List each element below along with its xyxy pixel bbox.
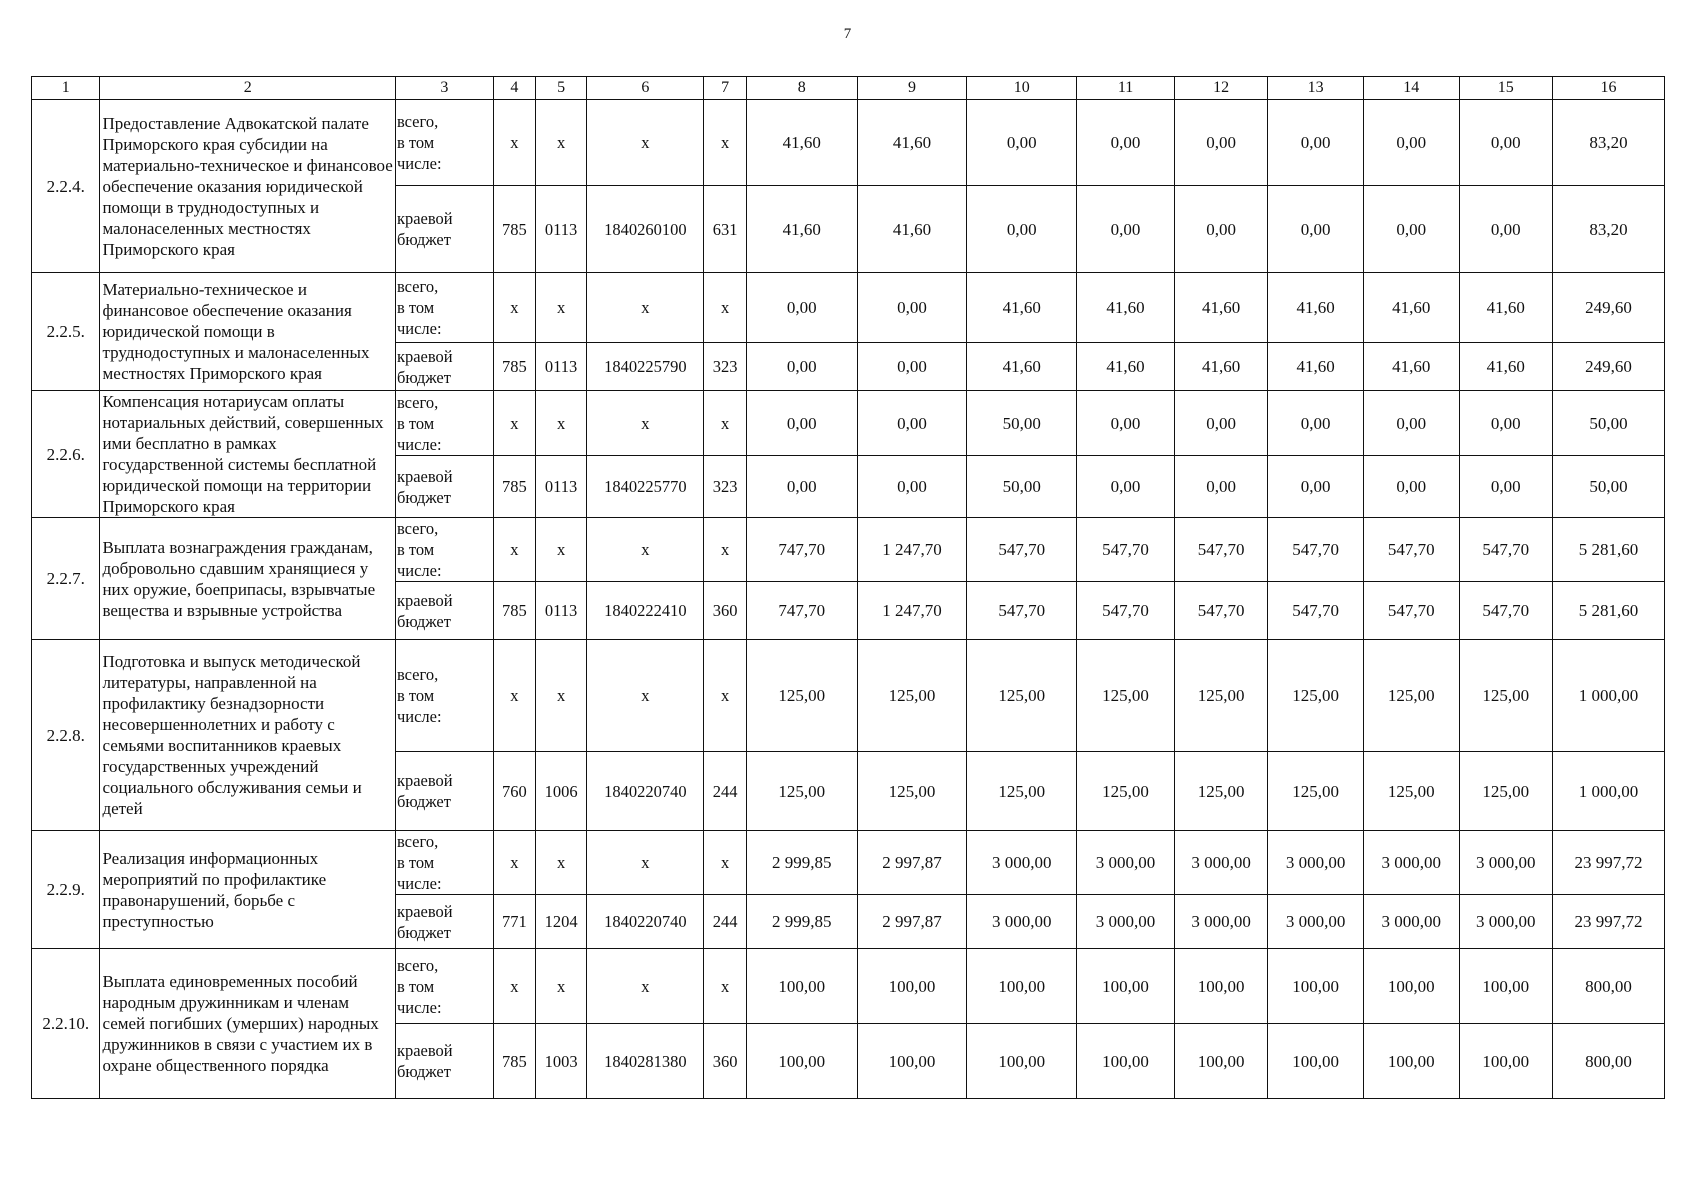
amount-cell: 0,00 <box>746 456 857 518</box>
amount-cell: 547,70 <box>1268 582 1364 640</box>
amount-cell: 0,00 <box>1363 391 1459 456</box>
amount-cell: 0,00 <box>746 273 857 343</box>
amount-cell: 125,00 <box>967 752 1077 831</box>
amount-cell: 800,00 <box>1553 949 1665 1024</box>
code-gрбс: 785 <box>493 343 535 391</box>
column-header: 8 <box>746 77 857 100</box>
code-section: 1006 <box>536 752 587 831</box>
code-gрбс: 785 <box>493 1024 535 1099</box>
amount-cell: 100,00 <box>857 1024 967 1099</box>
column-header: 4 <box>493 77 535 100</box>
amount-cell: 0,00 <box>1459 186 1552 273</box>
item-number: 2.2.10. <box>32 949 100 1099</box>
code-target-item: 1840225790 <box>587 343 704 391</box>
item-number: 2.2.9. <box>32 831 100 949</box>
amount-cell: 100,00 <box>1174 1024 1267 1099</box>
code-expense-type: 323 <box>704 456 746 518</box>
code-expense-type: 323 <box>704 343 746 391</box>
item-number: 2.2.6. <box>32 391 100 518</box>
code-target-item: х <box>587 391 704 456</box>
column-header: 15 <box>1459 77 1552 100</box>
amount-cell: 747,70 <box>746 518 857 582</box>
amount-cell: 0,00 <box>1268 456 1364 518</box>
amount-cell: 0,00 <box>857 456 967 518</box>
amount-cell: 100,00 <box>1363 949 1459 1024</box>
table-row <box>32 100 1665 186</box>
amount-cell: 0,00 <box>1268 186 1364 273</box>
amount-cell: 0,00 <box>857 273 967 343</box>
amount-cell: 125,00 <box>1174 752 1267 831</box>
table-row <box>32 831 1665 895</box>
code-section: 1003 <box>536 1024 587 1099</box>
page-number: 7 <box>843 26 852 42</box>
funding-source: краевой бюджет <box>395 186 493 273</box>
amount-cell: 0,00 <box>1077 391 1175 456</box>
amount-cell: 125,00 <box>857 752 967 831</box>
code-section: х <box>536 831 587 895</box>
column-header: 16 <box>1553 77 1665 100</box>
funding-source: краевой бюджет <box>395 582 493 640</box>
amount-cell: 547,70 <box>1077 582 1175 640</box>
amount-cell: 125,00 <box>967 640 1077 752</box>
amount-cell: 41,60 <box>857 100 967 186</box>
item-name: Выплата единовременных пособий народным дружинникам и членам семей погибших (умерших) народных дружинников в связи с участием их в охране общественного порядка <box>100 949 396 1099</box>
amount-cell: 5 281,60 <box>1553 518 1665 582</box>
code-section: 1204 <box>536 895 587 949</box>
amount-cell: 41,60 <box>746 100 857 186</box>
amount-cell: 0,00 <box>857 391 967 456</box>
table-row <box>32 949 1665 1024</box>
amount-cell: 547,70 <box>967 582 1077 640</box>
amount-cell: 125,00 <box>1268 640 1364 752</box>
code-target-item: х <box>587 273 704 343</box>
amount-cell: 3 000,00 <box>1077 831 1175 895</box>
amount-cell: 100,00 <box>1363 1024 1459 1099</box>
code-gрбс: 785 <box>493 456 535 518</box>
amount-cell: 83,20 <box>1553 100 1665 186</box>
amount-cell: 41,60 <box>1268 273 1364 343</box>
funding-source: всего, в том числе: <box>395 518 493 582</box>
column-header: 5 <box>536 77 587 100</box>
code-target-item: 1840281380 <box>587 1024 704 1099</box>
amount-cell: 23 997,72 <box>1553 831 1665 895</box>
amount-cell: 3 000,00 <box>1174 895 1267 949</box>
amount-cell: 41,60 <box>1363 343 1459 391</box>
amount-cell: 1 000,00 <box>1553 640 1665 752</box>
amount-cell: 100,00 <box>746 1024 857 1099</box>
amount-cell: 0,00 <box>746 343 857 391</box>
header-row <box>32 77 1665 100</box>
funding-source: всего, в том числе: <box>395 100 493 186</box>
code-section: х <box>536 640 587 752</box>
code-expense-type: 244 <box>704 752 746 831</box>
amount-cell: 0,00 <box>1077 100 1175 186</box>
item-number: 2.2.8. <box>32 640 100 831</box>
code-section: 0113 <box>536 582 587 640</box>
amount-cell: 0,00 <box>967 100 1077 186</box>
funding-source: всего, в том числе: <box>395 391 493 456</box>
amount-cell: 125,00 <box>1077 752 1175 831</box>
item-name: Выплата вознаграждения гражданам, добровольно сдавшим хранящиеся у них оружие, боеприпасы, взрывчатые вещества и взрывные устройства <box>100 518 396 640</box>
code-expense-type: 360 <box>704 1024 746 1099</box>
item-name: Компенсация нотариусам оплаты нотариальных действий, совершенных ими бесплатно в рамках государственной системы бесплатной юридической помощи на территории Приморского края <box>100 391 396 518</box>
code-expense-type: х <box>704 518 746 582</box>
column-header: 13 <box>1268 77 1364 100</box>
code-expense-type: 360 <box>704 582 746 640</box>
amount-cell: 100,00 <box>1174 949 1267 1024</box>
code-target-item: 1840225770 <box>587 456 704 518</box>
amount-cell: 0,00 <box>1459 391 1552 456</box>
amount-cell: 0,00 <box>1268 391 1364 456</box>
amount-cell: 3 000,00 <box>1268 895 1364 949</box>
amount-cell: 0,00 <box>1174 186 1267 273</box>
code-section: х <box>536 949 587 1024</box>
amount-cell: 0,00 <box>967 186 1077 273</box>
funding-source: всего, в том числе: <box>395 949 493 1024</box>
funding-source: всего, в том числе: <box>395 831 493 895</box>
amount-cell: 41,60 <box>1174 273 1267 343</box>
amount-cell: 747,70 <box>746 582 857 640</box>
amount-cell: 41,60 <box>857 186 967 273</box>
amount-cell: 100,00 <box>1459 949 1552 1024</box>
amount-cell: 3 000,00 <box>1077 895 1175 949</box>
column-header: 1 <box>32 77 100 100</box>
code-gрбс: х <box>493 518 535 582</box>
code-gрбс: х <box>493 273 535 343</box>
column-header: 12 <box>1174 77 1267 100</box>
code-expense-type: х <box>704 949 746 1024</box>
amount-cell: 547,70 <box>1077 518 1175 582</box>
funding-source: краевой бюджет <box>395 895 493 949</box>
amount-cell: 547,70 <box>1174 518 1267 582</box>
code-expense-type: 631 <box>704 186 746 273</box>
code-section: х <box>536 518 587 582</box>
amount-cell: 0,00 <box>1174 456 1267 518</box>
code-target-item: 1840222410 <box>587 582 704 640</box>
code-target-item: х <box>587 100 704 186</box>
code-target-item: х <box>587 640 704 752</box>
code-target-item: х <box>587 831 704 895</box>
table-row <box>32 273 1665 343</box>
amount-cell: 547,70 <box>1459 582 1552 640</box>
table-row <box>32 391 1665 456</box>
code-gрбс: 785 <box>493 186 535 273</box>
item-name: Предоставление Адвокатской палате Приморского края субсидии на материально-техническое и финансовое обеспечение оказания юридической помощи в труднодоступных и малонаселенных местностях Приморского края <box>100 100 396 273</box>
amount-cell: 125,00 <box>857 640 967 752</box>
table-row <box>32 640 1665 752</box>
amount-cell: 0,00 <box>1459 456 1552 518</box>
amount-cell: 249,60 <box>1553 343 1665 391</box>
code-target-item: х <box>587 949 704 1024</box>
amount-cell: 23 997,72 <box>1553 895 1665 949</box>
amount-cell: 100,00 <box>1459 1024 1552 1099</box>
amount-cell: 50,00 <box>967 391 1077 456</box>
amount-cell: 125,00 <box>1459 752 1552 831</box>
amount-cell: 2 997,87 <box>857 831 967 895</box>
amount-cell: 0,00 <box>1363 456 1459 518</box>
code-gрбс: х <box>493 391 535 456</box>
table-row <box>32 518 1665 582</box>
column-header: 14 <box>1363 77 1459 100</box>
code-gрбс: х <box>493 831 535 895</box>
amount-cell: 3 000,00 <box>967 831 1077 895</box>
code-gрбс: х <box>493 640 535 752</box>
amount-cell: 3 000,00 <box>1459 895 1552 949</box>
code-target-item: 1840220740 <box>587 752 704 831</box>
column-header: 10 <box>967 77 1077 100</box>
amount-cell: 50,00 <box>1553 456 1665 518</box>
item-name: Реализация информационных мероприятий по профилактике правонарушений, борьбе с преступностью <box>100 831 396 949</box>
amount-cell: 100,00 <box>857 949 967 1024</box>
code-gрбс: х <box>493 100 535 186</box>
amount-cell: 3 000,00 <box>1459 831 1552 895</box>
amount-cell: 2 999,85 <box>746 895 857 949</box>
code-expense-type: 244 <box>704 895 746 949</box>
item-number: 2.2.5. <box>32 273 100 391</box>
amount-cell: 41,60 <box>1077 273 1175 343</box>
amount-cell: 0,00 <box>1077 186 1175 273</box>
code-target-item: 1840260100 <box>587 186 704 273</box>
amount-cell: 41,60 <box>1268 343 1364 391</box>
amount-cell: 547,70 <box>1363 518 1459 582</box>
amount-cell: 249,60 <box>1553 273 1665 343</box>
amount-cell: 100,00 <box>1077 949 1175 1024</box>
code-section: 0113 <box>536 186 587 273</box>
amount-cell: 0,00 <box>746 391 857 456</box>
funding-source: всего, в том числе: <box>395 640 493 752</box>
code-expense-type: х <box>704 640 746 752</box>
amount-cell: 125,00 <box>1459 640 1552 752</box>
amount-cell: 125,00 <box>746 752 857 831</box>
column-header: 2 <box>100 77 396 100</box>
amount-cell: 41,60 <box>1363 273 1459 343</box>
amount-cell: 125,00 <box>1268 752 1364 831</box>
amount-cell: 547,70 <box>1268 518 1364 582</box>
code-section: х <box>536 391 587 456</box>
amount-cell: 100,00 <box>1268 949 1364 1024</box>
amount-cell: 0,00 <box>857 343 967 391</box>
amount-cell: 1 000,00 <box>1553 752 1665 831</box>
amount-cell: 800,00 <box>1553 1024 1665 1099</box>
amount-cell: 0,00 <box>1174 391 1267 456</box>
amount-cell: 100,00 <box>967 1024 1077 1099</box>
column-header: 9 <box>857 77 967 100</box>
amount-cell: 100,00 <box>967 949 1077 1024</box>
column-header: 3 <box>395 77 493 100</box>
code-gрбс: 760 <box>493 752 535 831</box>
amount-cell: 0,00 <box>1363 186 1459 273</box>
amount-cell: 41,60 <box>1459 343 1552 391</box>
amount-cell: 41,60 <box>746 186 857 273</box>
funding-source: краевой бюджет <box>395 343 493 391</box>
amount-cell: 1 247,70 <box>857 582 967 640</box>
amount-cell: 41,60 <box>967 343 1077 391</box>
amount-cell: 547,70 <box>1459 518 1552 582</box>
amount-cell: 100,00 <box>1077 1024 1175 1099</box>
amount-cell: 0,00 <box>1077 456 1175 518</box>
amount-cell: 50,00 <box>1553 391 1665 456</box>
amount-cell: 547,70 <box>1174 582 1267 640</box>
amount-cell: 3 000,00 <box>1363 895 1459 949</box>
code-section: 0113 <box>536 343 587 391</box>
funding-source: всего, в том числе: <box>395 273 493 343</box>
amount-cell: 125,00 <box>1363 752 1459 831</box>
amount-cell: 125,00 <box>1363 640 1459 752</box>
amount-cell: 3 000,00 <box>1174 831 1267 895</box>
amount-cell: 125,00 <box>746 640 857 752</box>
code-section: х <box>536 100 587 186</box>
code-target-item: 1840220740 <box>587 895 704 949</box>
amount-cell: 50,00 <box>967 456 1077 518</box>
amount-cell: 83,20 <box>1553 186 1665 273</box>
code-expense-type: х <box>704 831 746 895</box>
code-section: 0113 <box>536 456 587 518</box>
amount-cell: 100,00 <box>1268 1024 1364 1099</box>
code-section: х <box>536 273 587 343</box>
column-header: 6 <box>587 77 704 100</box>
funding-source: краевой бюджет <box>395 752 493 831</box>
code-gрбс: 771 <box>493 895 535 949</box>
item-name: Подготовка и выпуск методической литературы, направленной на профилактику безнадзорности несовершеннолетних и работу с семьями воспитанников краевых государственных учреждений социального обслуживания семьи и детей <box>100 640 396 831</box>
amount-cell: 41,60 <box>1459 273 1552 343</box>
amount-cell: 1 247,70 <box>857 518 967 582</box>
code-gрбс: х <box>493 949 535 1024</box>
amount-cell: 3 000,00 <box>1268 831 1364 895</box>
code-expense-type: х <box>704 100 746 186</box>
amount-cell: 0,00 <box>1174 100 1267 186</box>
budget-table <box>31 76 1665 1099</box>
code-target-item: х <box>587 518 704 582</box>
amount-cell: 3 000,00 <box>967 895 1077 949</box>
amount-cell: 41,60 <box>967 273 1077 343</box>
amount-cell: 125,00 <box>1077 640 1175 752</box>
funding-source: краевой бюджет <box>395 456 493 518</box>
code-gрбс: 785 <box>493 582 535 640</box>
amount-cell: 547,70 <box>967 518 1077 582</box>
amount-cell: 547,70 <box>1363 582 1459 640</box>
amount-cell: 100,00 <box>746 949 857 1024</box>
code-expense-type: х <box>704 391 746 456</box>
item-number: 2.2.4. <box>32 100 100 273</box>
amount-cell: 3 000,00 <box>1363 831 1459 895</box>
funding-source: краевой бюджет <box>395 1024 493 1099</box>
amount-cell: 5 281,60 <box>1553 582 1665 640</box>
item-number: 2.2.7. <box>32 518 100 640</box>
amount-cell: 41,60 <box>1077 343 1175 391</box>
amount-cell: 2 997,87 <box>857 895 967 949</box>
column-header: 7 <box>704 77 746 100</box>
column-header: 11 <box>1077 77 1175 100</box>
amount-cell: 0,00 <box>1363 100 1459 186</box>
amount-cell: 41,60 <box>1174 343 1267 391</box>
code-expense-type: х <box>704 273 746 343</box>
amount-cell: 125,00 <box>1174 640 1267 752</box>
amount-cell: 0,00 <box>1268 100 1364 186</box>
amount-cell: 0,00 <box>1459 100 1552 186</box>
item-name: Материально-техническое и финансовое обеспечение оказания юридической помощи в труднодоступных и малонаселенных местностях Приморского края <box>100 273 396 391</box>
amount-cell: 2 999,85 <box>746 831 857 895</box>
